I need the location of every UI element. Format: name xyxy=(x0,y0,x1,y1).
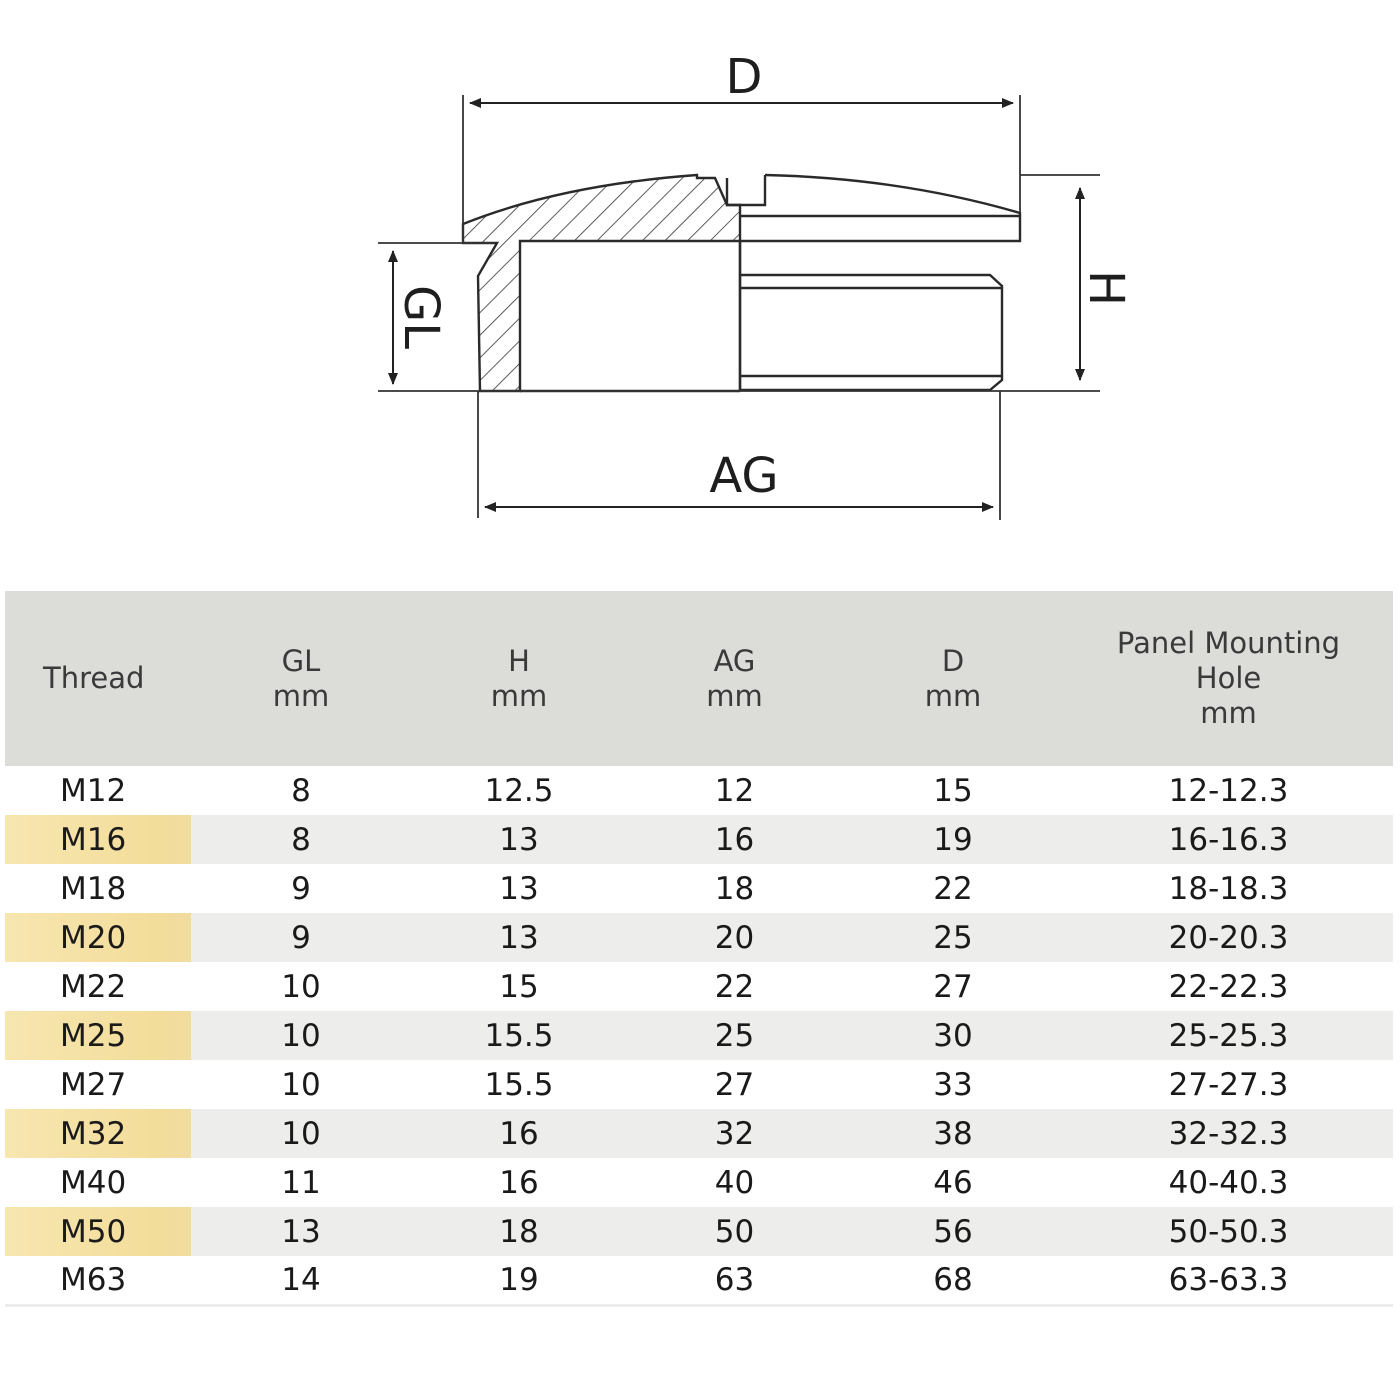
plug-section-hatch xyxy=(463,175,740,391)
cell-ag: 20 xyxy=(714,919,755,956)
cell-ag: 25 xyxy=(714,1017,755,1054)
cell-gl: 10 xyxy=(281,968,321,1005)
cell-hole: 12-12.3 xyxy=(1168,772,1289,809)
cell-gl: 10 xyxy=(281,1115,321,1152)
cell-h: 15.5 xyxy=(484,1017,554,1054)
cell-h: 19 xyxy=(411,1256,627,1305)
cell-h: 13 xyxy=(499,919,539,956)
header-hole-label: Panel Mounting xyxy=(1116,626,1341,660)
cell-hole: 32-32.3 xyxy=(1168,1115,1289,1152)
cell-h: 18 xyxy=(499,1213,539,1250)
table-row xyxy=(5,1158,1393,1207)
header-ag-label: AG xyxy=(713,643,756,678)
table-row xyxy=(5,1256,1393,1305)
header-gl-unit: mm xyxy=(272,678,330,713)
label-ag: AG xyxy=(709,448,779,504)
blanking-plug-dimension-drawing xyxy=(0,0,1400,560)
cell-thread: M18 xyxy=(60,870,127,907)
table-row xyxy=(5,1011,1393,1060)
header-gl xyxy=(191,591,411,766)
header-d-label: D xyxy=(941,643,965,678)
cell-d: 46 xyxy=(933,1164,973,1201)
cell-hole: 22-22.3 xyxy=(1168,968,1289,1005)
cell-thread: M32 xyxy=(5,1109,191,1158)
cell-thread: M22 xyxy=(60,968,127,1005)
cell-thread: M27 xyxy=(60,1066,127,1103)
cell-d: 38 xyxy=(933,1115,973,1152)
table-row xyxy=(5,913,1393,962)
cell-gl: 14 xyxy=(191,1256,411,1305)
cell-ag: 16 xyxy=(714,821,755,858)
cell-thread: M50 xyxy=(5,1207,191,1256)
cell-d: 33 xyxy=(933,1066,973,1103)
table-body xyxy=(5,766,1393,1305)
cell-d: 22 xyxy=(933,870,973,907)
cell-d: 19 xyxy=(933,821,973,858)
cap-slot xyxy=(727,175,765,205)
cell-hole: 16-16.3 xyxy=(1168,821,1289,858)
cell-thread: M16 xyxy=(5,815,191,864)
cell-gl: 11 xyxy=(281,1164,321,1201)
cell-ag: 63 xyxy=(627,1256,842,1305)
cell-gl: 9 xyxy=(291,870,311,907)
cell-thread: M63 xyxy=(5,1256,191,1305)
table-row xyxy=(5,1060,1393,1109)
header-d xyxy=(842,591,1064,766)
cell-thread: M25 xyxy=(5,1011,191,1060)
cell-h: 15 xyxy=(499,968,539,1005)
cell-h: 13 xyxy=(499,821,539,858)
cell-thread: M12 xyxy=(60,772,127,809)
cell-gl: 10 xyxy=(281,1066,321,1103)
header-hole-label-2: Hole xyxy=(1195,661,1262,695)
cap-top-right xyxy=(740,175,1020,241)
cell-h: 15.5 xyxy=(484,1066,554,1103)
label-d: D xyxy=(725,49,763,105)
header-thread: Thread xyxy=(43,661,145,695)
table-row xyxy=(5,962,1393,1011)
cell-ag: 50 xyxy=(714,1213,755,1250)
table-row xyxy=(5,766,1393,815)
cell-ag: 27 xyxy=(714,1066,755,1103)
cell-ag: 18 xyxy=(714,870,755,907)
cell-thread: M20 xyxy=(5,913,191,962)
label-gl: GL xyxy=(393,285,449,349)
cell-hole: 18-18.3 xyxy=(1168,870,1289,907)
cell-d: 27 xyxy=(933,968,973,1005)
cell-hole: 40-40.3 xyxy=(1168,1164,1289,1201)
dimension-spec-table xyxy=(5,591,1393,1307)
cell-gl: 13 xyxy=(281,1213,321,1250)
cell-ag: 40 xyxy=(714,1164,755,1201)
cell-d: 68 xyxy=(842,1256,1064,1305)
header-h xyxy=(411,591,627,766)
header-ag xyxy=(627,591,842,766)
cell-d: 15 xyxy=(933,772,973,809)
cell-h: 12.5 xyxy=(484,772,554,809)
header-ag-unit: mm xyxy=(706,678,763,713)
table-row xyxy=(5,815,1393,864)
cell-gl: 8 xyxy=(291,821,311,858)
cell-thread: M40 xyxy=(60,1164,127,1201)
cell-h: 16 xyxy=(499,1115,539,1152)
header-hole-unit: mm xyxy=(1200,696,1257,730)
cell-gl: 8 xyxy=(291,772,311,809)
table-row xyxy=(5,1109,1393,1158)
cell-hole: 50-50.3 xyxy=(1168,1213,1289,1250)
cell-gl: 10 xyxy=(281,1017,321,1054)
cell-h: 13 xyxy=(499,870,539,907)
cell-d: 56 xyxy=(933,1213,973,1250)
table-header-row xyxy=(5,591,1393,766)
threaded-body xyxy=(740,241,1002,390)
cell-hole: 20-20.3 xyxy=(1168,919,1289,956)
cell-h: 16 xyxy=(499,1164,539,1201)
cell-d: 30 xyxy=(933,1017,973,1054)
header-hole xyxy=(1064,591,1393,766)
cell-hole: 63-63.3 xyxy=(1064,1256,1393,1305)
plug-body xyxy=(463,175,1020,391)
header-d-unit: mm xyxy=(924,678,982,713)
cell-ag: 12 xyxy=(714,772,755,809)
cell-hole: 27-27.3 xyxy=(1168,1066,1289,1103)
cell-ag: 22 xyxy=(714,968,755,1005)
table-row xyxy=(5,1207,1393,1256)
label-h: H xyxy=(1078,269,1134,307)
cell-gl: 9 xyxy=(291,919,311,956)
table-row xyxy=(5,864,1393,913)
header-gl-label: GL xyxy=(281,643,321,678)
header-h-label: H xyxy=(508,643,530,678)
cell-hole: 25-25.3 xyxy=(1168,1017,1289,1054)
cell-ag: 32 xyxy=(714,1115,755,1152)
cell-d: 25 xyxy=(933,919,973,956)
header-h-unit: mm xyxy=(490,678,548,713)
